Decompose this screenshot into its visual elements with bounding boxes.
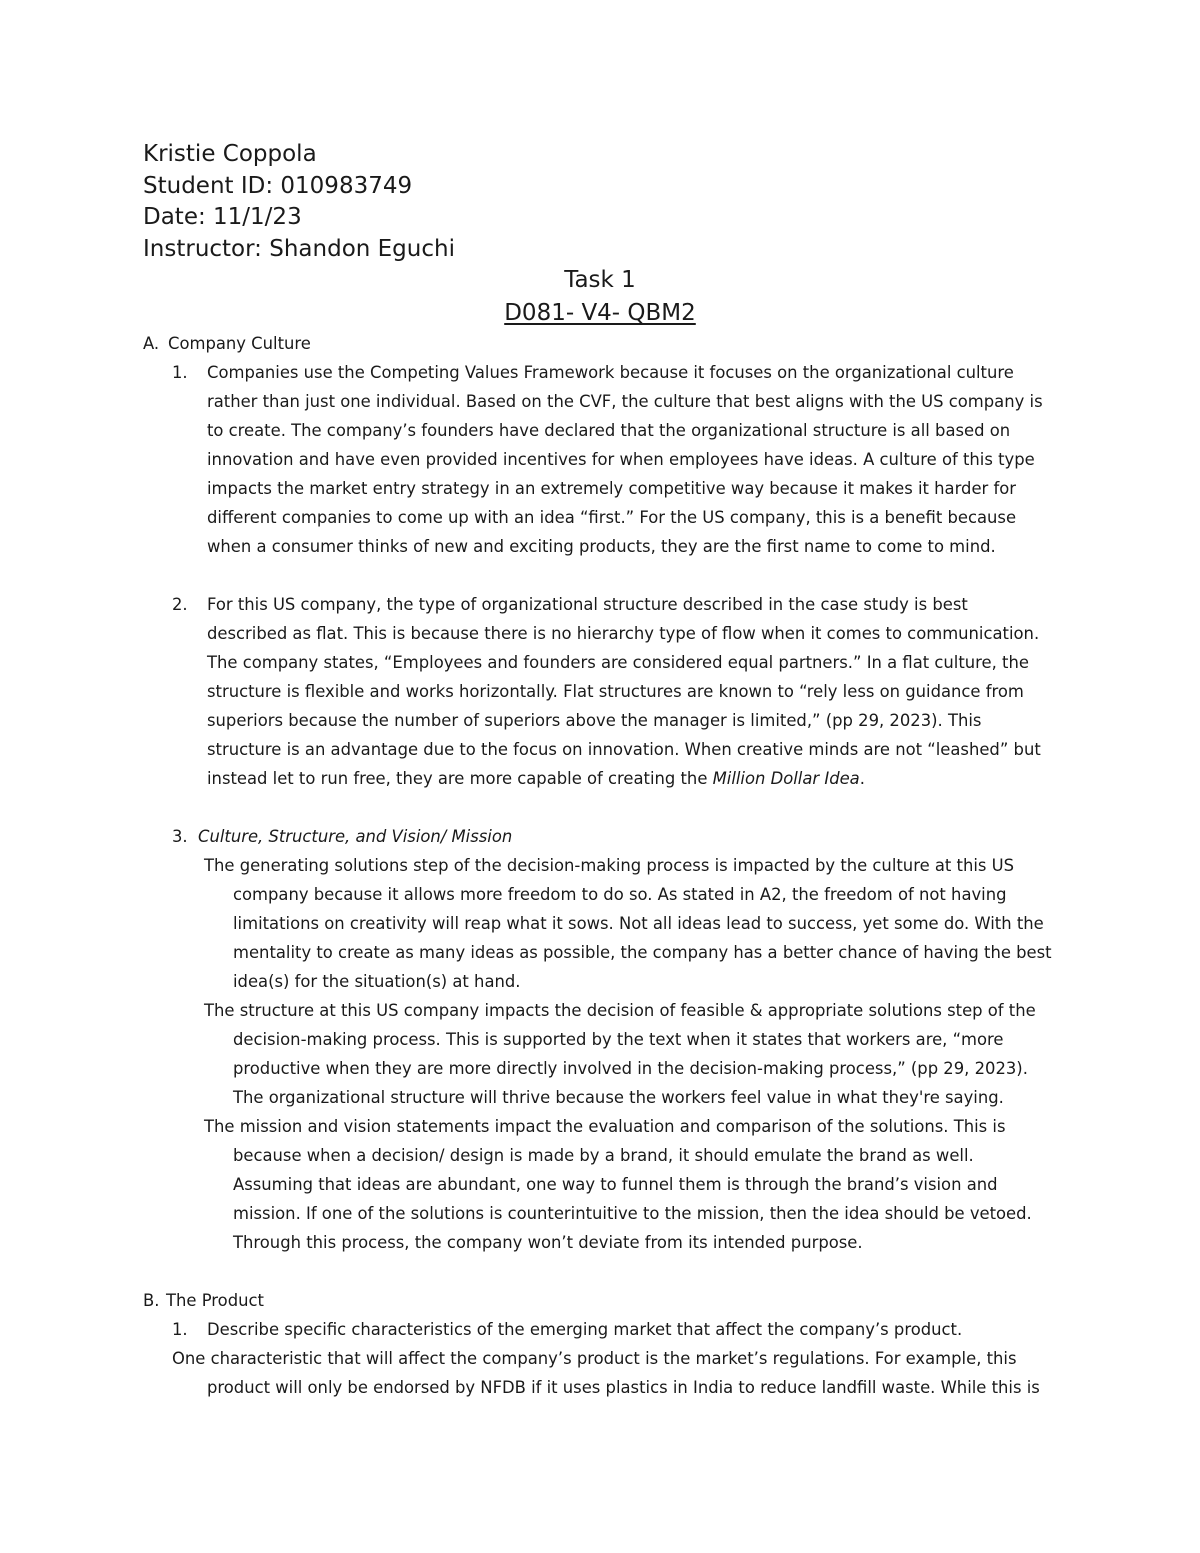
paragraph-line: decision-making process. This is supported by the text when it states that workers are, “more [233, 1030, 1004, 1049]
section-b-paragraph [143, 1344, 1063, 1402]
section-a-item-2 [143, 590, 1063, 793]
section-a-title: Company Culture [168, 334, 311, 353]
paragraph-line: superiors because the number of superiors above the manager is limited,” (pp 29, 2023). This [207, 711, 982, 730]
question-text: Describe specific characteristics of the emerging market that affect the company’s product. [207, 1320, 963, 1339]
paragraph-line: productive when they are more directly involved in the decision-making process,” (pp 29, 2023). [233, 1059, 1028, 1078]
paragraph-line: The mission and vision statements impact the evaluation and comparison of the solutions. This is [204, 1117, 1006, 1136]
section-b-title: The Product [166, 1291, 264, 1310]
paragraph-line: structure is an advantage due to the focus on innovation. When creative minds are not “leashed” but [207, 740, 1041, 759]
paragraph-line: structure is flexible and works horizontally. Flat structures are known to “rely less on guidance from [207, 682, 1024, 701]
paragraph-line: impacts the market entry strategy in an extremely competitive way because it makes it harder for [207, 479, 1017, 498]
section-a-item-3 [143, 822, 1063, 1257]
course-code: D081- V4- QBM2 [504, 300, 696, 326]
item-3-paragraph-1 [143, 851, 1063, 996]
paragraph-line: Assuming that ideas are abundant, one way to funnel them is through the brand’s vision and [233, 1175, 998, 1194]
paragraph-line: mission. If one of the solutions is counterintuitive to the mission, then the idea should be vetoed. [233, 1204, 1032, 1223]
section-b-letter: B. [143, 1291, 160, 1310]
student-name: Kristie Coppola [143, 141, 317, 167]
item-3-paragraph-2 [143, 996, 1063, 1112]
paragraph-line: limitations on creativity will reap what it sows. Not all ideas lead to success, yet some do. With the [233, 914, 1044, 933]
paragraph-line: The company states, “Employees and founders are considered equal partners.” In a flat culture, the [207, 653, 1029, 672]
paragraph-line: For this US company, the type of organizational structure described in the case study is best [207, 595, 968, 614]
section-b-heading [143, 1286, 1063, 1315]
list-number: 1. [172, 363, 188, 382]
document-body [143, 329, 1063, 1402]
student-id: Student ID: 010983749 [143, 172, 413, 199]
task-title: Task 1 [564, 267, 636, 293]
submission-date: Date: 11/1/23 [143, 204, 302, 230]
paragraph-line: The structure at this US company impacts the decision of feasible & appropriate solutions step of the [204, 1001, 1036, 1020]
paragraph-line: when a consumer thinks of new and exciting products, they are the first name to come to mind. [207, 537, 996, 556]
section-a-item-1 [143, 358, 1063, 561]
section-b-item-1 [143, 1315, 1063, 1344]
paragraph-line: Through this process, the company won’t deviate from its intended purpose. [233, 1233, 863, 1252]
student-header [143, 139, 455, 265]
paragraph-line: because when a decision/ design is made by a brand, it should emulate the brand as well. [233, 1146, 974, 1165]
subsection-heading: Culture, Structure, and Vision/ Mission [198, 827, 513, 846]
list-number: 1. [172, 1320, 188, 1339]
section-a-letter: A. [143, 334, 160, 353]
emphasis-text: Million Dollar Idea [712, 769, 860, 788]
paragraph-line: innovation and have even provided incentives for when employees have ideas. A culture of this type [207, 450, 1035, 469]
paragraph-line: idea(s) for the situation(s) at hand. [233, 972, 521, 991]
paragraph-line: One characteristic that will affect the company’s product is the market’s regulations. For example, this [172, 1349, 1017, 1368]
paragraph-line: instead let to run free, they are more capable of creating the [207, 769, 713, 788]
paragraph-line: to create. The company’s founders have declared that the organizational structure is all based on [207, 421, 1011, 440]
list-number: 3. [172, 827, 188, 846]
list-number: 2. [172, 595, 188, 614]
paragraph-line: The generating solutions step of the decision-making process is impacted by the culture at this US [204, 856, 1015, 875]
paragraph-line: company because it allows more freedom to do so. As stated in A2, the freedom of not having [233, 885, 1007, 904]
paragraph-line: mentality to create as many ideas as possible, the company has a better chance of having the best [233, 943, 1052, 962]
paragraph-line: Companies use the Competing Values Framework because it focuses on the organizational culture [207, 363, 1014, 382]
paragraph-punctuation: . [859, 769, 865, 788]
paragraph-line: described as flat. This is because there is no hierarchy type of flow when it comes to communication. [207, 624, 1040, 643]
document-title [0, 264, 1200, 330]
paragraph-line: rather than just one individual. Based on the CVF, the culture that best aligns with the US company is [207, 392, 1043, 411]
section-a-heading [143, 329, 1063, 358]
paragraph-line: product will only be endorsed by NFDB if it uses plastics in India to reduce landfill waste. While this is [207, 1378, 1040, 1397]
paragraph-line: The organizational structure will thrive because the workers feel value in what they're saying. [233, 1088, 1004, 1107]
instructor-name: Instructor: Shandon Eguchi [143, 235, 455, 262]
paragraph-line: different companies to come up with an idea “first.” For the US company, this is a benefit because [207, 508, 1017, 527]
item-3-paragraph-3 [143, 1112, 1063, 1257]
